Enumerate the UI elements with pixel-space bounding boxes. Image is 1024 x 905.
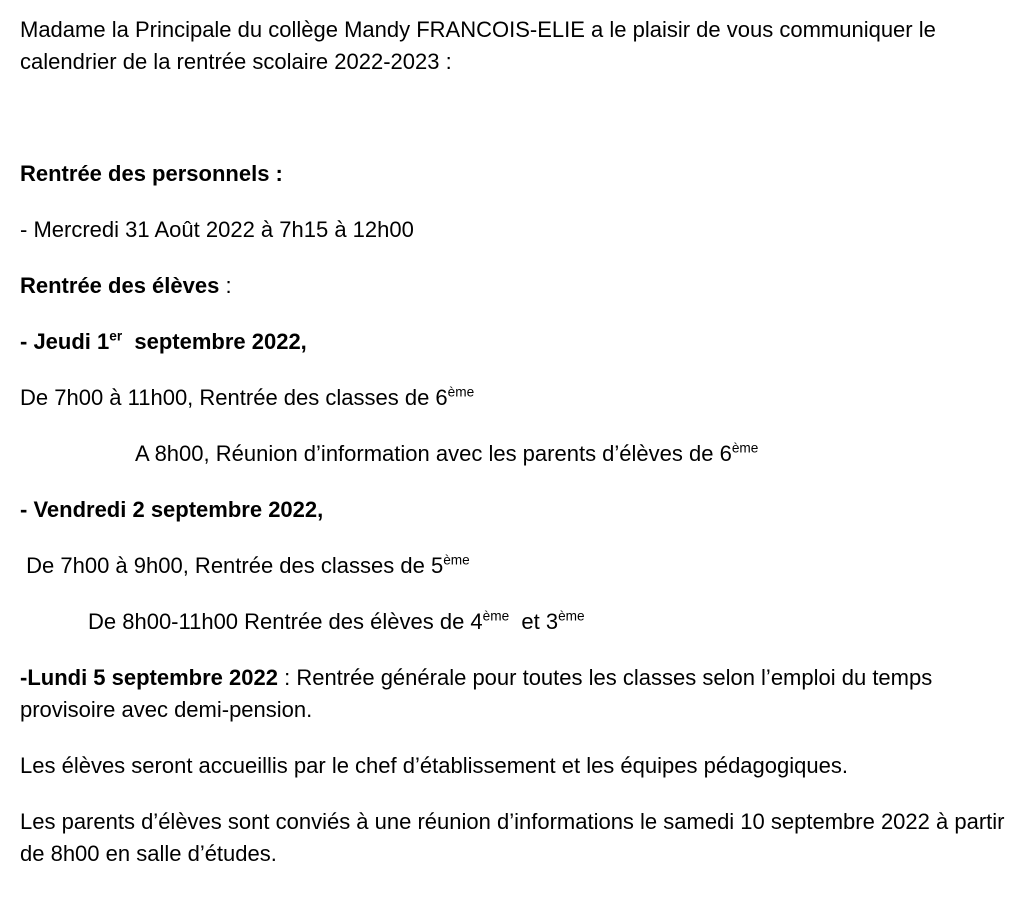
item-mercredi-31-aout [20,214,1005,246]
text-run: Madame la Principale du collège Mandy FRANCOIS-ELIE a le plaisir de vous communiquer le calendrier de la rentrée scolaire 2022-2023 : [20,17,942,74]
detail-jeudi-7h00-11h00 [20,382,1005,414]
text-run: De 7h00 à 9h00, Rentrée des classes de 5 [20,553,444,578]
text-run: - Jeudi 1 [20,329,110,354]
superscript-text-run: ème [558,608,585,624]
text-run: - Mercredi 31 Août 2022 à 7h15 à 12h00 [20,217,414,242]
superscript-text-run: ème [447,384,475,400]
heading-rentree-eleves [20,270,1005,302]
text-run: et 3 [509,609,559,634]
item-jeudi-1-septembre [20,326,1005,358]
paragraph-accueil [20,750,1005,782]
text-run: De 7h00 à 11h00, Rentrée des classes de 6 [20,385,448,410]
text-run: - Vendredi 2 septembre 2022, [20,497,324,522]
detail-jeudi-8h00-reunion [20,438,1005,470]
text-run: Rentrée des personnels : [20,161,283,186]
superscript-text-run: ème [482,608,510,624]
text-run: : [219,273,232,298]
text-run: A 8h00, Réunion d’information avec les parents d’élèves de 6 [135,441,732,466]
superscript-text-run: er [109,328,123,344]
text-run: : Rentrée générale pour toutes les classes selon l’emploi du temps provisoire avec demi-pension. [20,665,939,722]
text-run: Les élèves seront accueillis par le chef d’établissement et les équipes pédagogiques. [20,753,848,778]
item-vendredi-2-septembre [20,494,1005,526]
text-run: Rentrée des élèves [20,273,220,298]
text-run: -Lundi 5 septembre 2022 [20,665,278,690]
heading-rentree-personnels [20,158,1005,190]
superscript-text-run: ème [443,552,470,568]
text-run: septembre 2022, [122,329,307,354]
detail-vendredi-8h00-11h00 [20,606,1005,638]
paragraph-reunion-parents [20,806,1011,870]
intro-paragraph [20,14,1005,78]
detail-vendredi-7h00-9h00 [20,550,1005,582]
empty-paragraph [20,102,1005,134]
text-run: Les parents d’élèves sont conviés à une réunion d’informations le samedi 10 septembre 2022 à partir de 8h00 en salle d’études. [20,809,1011,866]
superscript-text-run: ème [731,440,759,456]
text-run: De 8h00-11h00 Rentrée des élèves de 4 [88,609,483,634]
item-lundi-5-septembre [20,662,1005,726]
